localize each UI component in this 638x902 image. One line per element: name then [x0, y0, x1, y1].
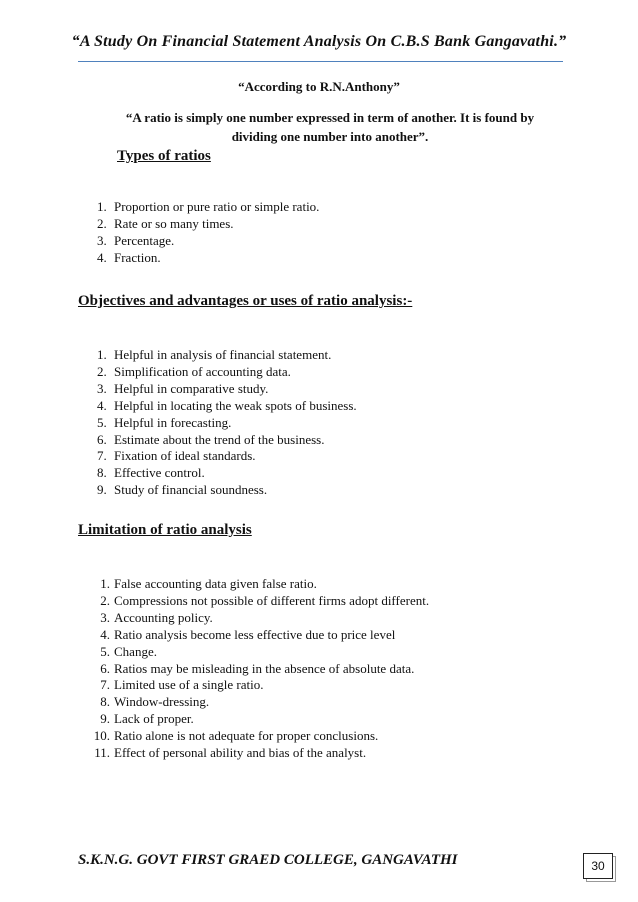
list-item: 3. Percentage. [97, 232, 175, 248]
list-item: 6. Estimate about the trend of the business. [97, 431, 325, 447]
limitations-heading: Limitation of ratio analysis [78, 522, 252, 538]
page-header-title: “A Study On Financial Statement Analysis On C.B.S Bank Gangavathi.” [71, 33, 567, 50]
list-item: 10. Ratio alone is not adequate for proper conclusions. [93, 728, 379, 744]
objectives-list [78, 347, 357, 499]
list-item: 2. Rate or so many times. [97, 215, 234, 231]
limitations-list [78, 576, 429, 762]
quote-source: “According to R.N.Anthony” [238, 79, 400, 94]
list-item: 4. Ratio analysis become less effective due to price level [100, 626, 396, 642]
list-item: 8. Window-dressing. [100, 694, 210, 710]
quote-text: “A ratio is simply one number expressed in term of another. It is found by dividing one number into another”. [125, 110, 535, 144]
list-item: 2. Compressions not possible of different firms adopt different. [100, 592, 430, 608]
list-item: 7. Limited use of a single ratio. [100, 677, 264, 693]
list-item: 9. Study of financial soundness. [97, 482, 268, 498]
page-number: 30 [583, 853, 613, 879]
list-item: 5. Change. [100, 643, 157, 659]
footer-college-name: S.K.N.G. GOVT FIRST GRAED COLLEGE, GANGAVATHI [78, 852, 458, 868]
list-item: 4. Fraction. [97, 249, 161, 265]
list-item: 1. Helpful in analysis of financial statement. [97, 347, 332, 362]
list-item: 11. Effect of personal ability and bias of the analyst. [94, 745, 367, 761]
list-item: 4. Helpful in locating the weak spots of business. [97, 397, 357, 413]
list-item: 5. Helpful in forecasting. [97, 414, 232, 430]
list-item: 2. Simplification of accounting data. [97, 363, 291, 379]
list-item: 8. Effective control. [97, 465, 205, 481]
types-of-ratios-list [78, 199, 319, 267]
list-item: 6. Ratios may be misleading in the absence of absolute data. [100, 660, 415, 676]
list-item: 3. Helpful in comparative study. [97, 380, 269, 396]
header-divider [78, 61, 563, 62]
list-item: 1. Proportion or pure ratio or simple ratio. [97, 199, 320, 214]
list-item: 9. Lack of proper. [100, 711, 194, 727]
list-item: 7. Fixation of ideal standards. [97, 448, 256, 464]
types-of-ratios-heading: Types of ratios [117, 148, 211, 164]
objectives-heading: Objectives and advantages or uses of ratio analysis:- [78, 293, 413, 309]
list-item: 1. False accounting data given false ratio. [100, 576, 317, 591]
list-item: 3. Accounting policy. [100, 609, 213, 625]
